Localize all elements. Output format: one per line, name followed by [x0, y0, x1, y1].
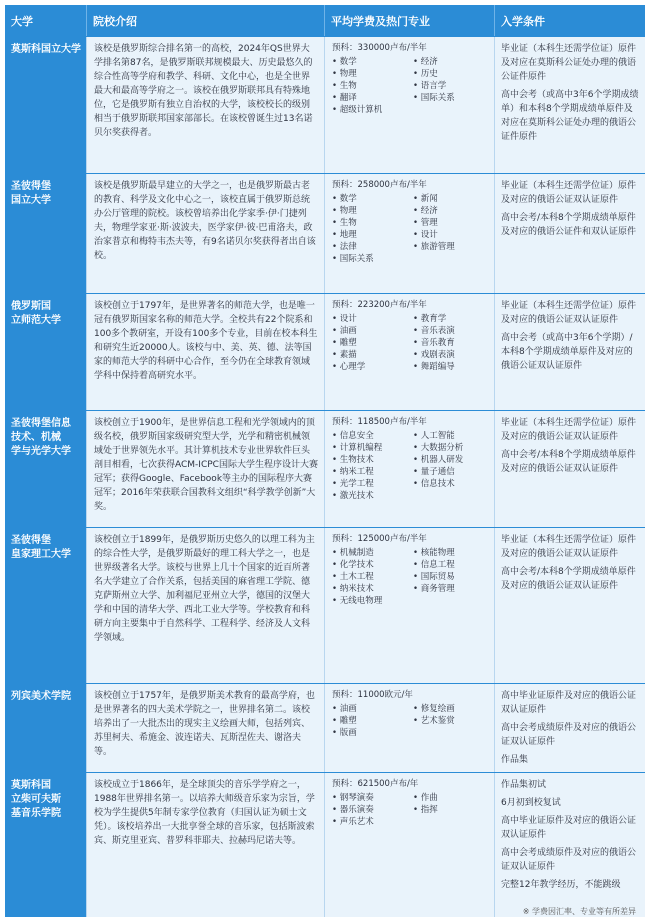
tuition-fee: 预科：621500卢布/年 [332, 779, 419, 789]
fee-majors-cell [325, 37, 495, 173]
university-name: 莫斯科国 立柴可夫斯 基音乐学院 [5, 773, 87, 917]
major-item: • 化学技术 [332, 560, 374, 570]
major-item: • 经济 [413, 57, 438, 67]
university-table [5, 5, 645, 917]
major-item: • 作曲 [413, 793, 438, 803]
majors-list [332, 313, 490, 373]
fee-majors-cell [325, 294, 495, 410]
major-item: • 人工智能 [413, 431, 455, 441]
fee-majors-cell [325, 411, 495, 527]
major-item: • 语言学 [413, 81, 447, 91]
major-item: • 物理 [332, 69, 357, 79]
major-item: • 版画 [332, 728, 357, 738]
major-item: • 艺术鉴赏 [413, 716, 455, 726]
requirement-item: 毕业证（本科生还需学位证）原件及对应的俄语公证双认证原件 [501, 181, 637, 205]
major-item: • 大数据分析 [413, 443, 464, 453]
major-item: • 机械制造 [332, 548, 374, 558]
major-item: • 机器人研发 [413, 455, 464, 465]
university-name: 圣彼得堡 国立大学 [5, 174, 87, 293]
major-item: • 超级计算机 [332, 105, 383, 115]
major-item: • 无线电物理 [332, 596, 383, 606]
major-item: • 雕塑 [332, 716, 357, 726]
major-item: • 数学 [332, 194, 357, 204]
table-row [5, 293, 645, 410]
major-item: • 国际关系 [332, 254, 374, 264]
requirement-item: 高中会考（或高中3年6个学期）/本科8个学期成绩单原件及对应的俄语公证双认证原件 [501, 333, 633, 371]
majors-list [332, 56, 490, 116]
requirements-cell [495, 294, 645, 410]
major-item: • 商务管理 [413, 584, 455, 594]
university-intro: 该校是俄罗斯最早建立的大学之一，也是俄罗斯最古老的教育、科学及文化中心之一，该校直属于俄罗斯总统办公厅管理的院校。该校曾培养出化学家季·伊·门捷列夫，物理学家亚·斯·波波夫，医学家伊·彼·巴甫洛夫，政治家普京和梅特韦杰夫等，有9名诺贝尔奖获得者出自该校。 [87, 174, 325, 293]
tuition-fee: 预科：125000卢布/半年 [332, 534, 427, 544]
majors-list [332, 430, 490, 502]
major-item: • 设计 [413, 230, 438, 240]
major-item: • 旅游管理 [413, 242, 455, 252]
major-item: • 修复绘画 [413, 704, 455, 714]
requirement-item: 高中会考/本科8个学期成绩单原件及对应的俄语公证双认证原件 [501, 450, 636, 474]
majors-list [332, 547, 490, 607]
major-item: • 音乐表演 [413, 326, 455, 336]
major-item: • 信息工程 [413, 560, 455, 570]
major-item: • 指挥 [413, 805, 438, 815]
requirement-item: 高中会考成绩原件及对应的俄语公证双认证原件 [501, 723, 637, 747]
tuition-fee: 预科：330000卢布/半年 [332, 43, 427, 53]
major-item: • 翻译 [332, 93, 357, 103]
footnote: ※ 学费因汇率、专业等有所差异 [522, 907, 636, 916]
major-item: • 国际关系 [413, 93, 455, 103]
header-university: 大学 [5, 5, 87, 36]
majors-list [332, 792, 490, 828]
table-header [5, 5, 645, 36]
major-item: • 历史 [413, 69, 438, 79]
requirement-item: 作品集初试 [501, 780, 547, 790]
major-item: • 戏剧表演 [413, 350, 455, 360]
major-item: • 土木工程 [332, 572, 374, 582]
majors-list [332, 193, 490, 265]
requirement-item: 6月初到校复试 [501, 798, 561, 808]
major-item: • 音乐教育 [413, 338, 455, 348]
requirement-item: 毕业证（本科生还需学位证）原件及对应的俄语公证双认证原件 [501, 535, 637, 559]
requirement-item: 高中会考（或高中3年6个学期成绩单）和本科8个学期成绩单原件及对应在莫斯科公证处办理的俄语公证件原件 [501, 90, 639, 142]
fee-majors-cell [325, 773, 495, 917]
tuition-fee: 预科：118500卢布/半年 [332, 417, 427, 427]
university-name: 列宾美术学院 [5, 684, 87, 772]
requirement-item: 高中会考/本科8个学期成绩单原件及对应的俄语公证件和双认证原件 [501, 213, 637, 237]
fee-majors-cell [325, 684, 495, 772]
major-item: • 素描 [332, 350, 357, 360]
header-fees: 平均学费及热门专业 [325, 5, 495, 36]
requirement-item: 高中毕业证原件及对应的俄语公证双认证原件 [501, 816, 637, 840]
requirements-cell [495, 174, 645, 293]
table-row [5, 527, 645, 683]
university-intro: 该校创立于1757年，是俄罗斯美术教育的最高学府，也是世界著名的四大美术学院之一，世界排名第二。该校培养出了一大批杰出的现实主义绘画大师，包括列宾、苏里柯夫、希施金、波连诺夫、瓦斯涅佐夫、谢洛夫等。 [87, 684, 325, 772]
major-item: • 心理学 [332, 362, 366, 372]
major-item: • 纳米工程 [332, 467, 374, 477]
tuition-fee: 预科：223200卢布/半年 [332, 300, 427, 310]
requirement-item: 高中会考成绩原件及对应的俄语公证双认证原件 [501, 848, 637, 872]
major-item: • 数学 [332, 57, 357, 67]
major-item: • 量子通信 [413, 467, 455, 477]
major-item: • 油画 [332, 326, 357, 336]
table-row [5, 772, 645, 917]
major-item: • 经济 [413, 206, 438, 216]
university-name: 莫斯科国立大学 [5, 37, 87, 173]
majors-list [332, 703, 490, 739]
university-intro: 该校创立于1797年，是世界著名的师范大学，也是唯一冠有俄罗斯国家名称的师范大学。全校共有22个院系和100多个教研室，开设有100多个专业，目前在校本科生和研究生近20000人。该校与中、美、英、德、法等国家的师范大学的科研中心合作，至今仍在全球教育领域学科中保持着高研究水平。 [87, 294, 325, 410]
university-intro: 该校成立于1866年，是全球顶尖的音乐学学府之一，1988年世界排名第一。以培养大师级音乐家为宗旨，学校为学生提供5年制专家学位教育（归国认证为硕士文凭）。该校培养出一大批享誉全球的音乐家，包括斯波索宾、斯克里亚宾、普罗科菲耶夫、拉赫玛尼诺夫等。 [87, 773, 325, 917]
major-item: • 地理 [332, 230, 357, 240]
requirements-cell [495, 684, 645, 772]
header-requirements: 入学条件 [501, 14, 545, 28]
major-item: • 教育学 [413, 314, 447, 324]
requirements-cell [495, 773, 645, 917]
requirement-item: 高中毕业证原件及对应的俄语公证双认证原件 [501, 691, 637, 715]
major-item: • 激光技术 [332, 491, 374, 501]
requirements-cell [495, 411, 645, 527]
major-item: • 物理 [332, 206, 357, 216]
requirement-item: 毕业证（本科生还需学位证）原件及对应在莫斯科公证处办理的俄语公证件原件 [501, 44, 637, 82]
requirements-cell [495, 528, 645, 683]
major-item: • 国际贸易 [413, 572, 455, 582]
table-body [5, 36, 645, 917]
major-item: • 器乐演奏 [332, 805, 374, 815]
requirement-item: 毕业证（本科生还需学位证）原件及对应的俄语公证双认证原件 [501, 301, 637, 325]
major-item: • 生物技术 [332, 455, 374, 465]
header-intro: 院校介绍 [87, 5, 325, 36]
university-intro: 该校创立于1899年，是俄罗斯历史悠久的以理工科为主的综合性大学，是俄罗斯最好的理工科大学之一，也是世界级著名大学。该校与世界上几十个国家的近百所著名大学建立了合作关系，包括美国的麻省理工学院、德克萨斯州立大学、加利福尼亚州立大学，德国的汉堡大学和中国的清华大学、西北工业大学等。学校教育和科研方向主要集中于自然科学、工程科学、经济及人文科学领域。 [87, 528, 325, 683]
fee-majors-cell [325, 174, 495, 293]
major-item: • 雕塑 [332, 338, 357, 348]
major-item: • 计算机编程 [332, 443, 383, 453]
major-item: • 生物 [332, 81, 357, 91]
major-item: • 光学工程 [332, 479, 374, 489]
university-name: 圣彼得堡信息 技术、机械 学与光学大学 [5, 411, 87, 527]
major-item: • 钢琴演奏 [332, 793, 374, 803]
major-item: • 核能物理 [413, 548, 455, 558]
major-item: • 生物 [332, 218, 357, 228]
university-intro: 该校是俄罗斯综合排名第一的高校，2024年QS世界大学排名第87名，是俄罗斯联邦规模最大、历史最悠久的综合性高等学府和教学、科研、文化中心，也是全世界最大和最高等学府之一。该校在俄罗斯联邦具有特殊地位，它是俄罗斯有独立自治权的大学，该校校长的级别相当于俄罗斯联邦国家部部长。在该校曾诞生过13名诺贝尔奖获得者。 [87, 37, 325, 173]
major-item: • 信息安全 [332, 431, 374, 441]
tuition-fee: 预科：11000欧元/年 [332, 690, 413, 700]
major-item: • 油画 [332, 704, 357, 714]
major-item: • 设计 [332, 314, 357, 324]
major-item: • 新闻 [413, 194, 438, 204]
major-item: • 声乐艺术 [332, 817, 374, 827]
major-item: • 纳米技术 [332, 584, 374, 594]
requirements-cell [495, 37, 645, 173]
table-row [5, 410, 645, 527]
major-item: • 信息技术 [413, 479, 455, 489]
requirement-item: 完整12年教学经历，不能跳级 [501, 880, 621, 890]
major-item: • 舞蹈编导 [413, 362, 455, 372]
requirement-item: 高中会考/本科8个学期成绩单原件及对应的俄语公证双认证原件 [501, 567, 636, 591]
requirement-item: 毕业证（本科生还需学位证）原件及对应的俄语公证双认证原件 [501, 418, 637, 442]
university-name: 俄罗斯国 立师范大学 [5, 294, 87, 410]
university-name: 圣彼得堡 皇家理工大学 [5, 528, 87, 683]
table-row [5, 36, 645, 173]
tuition-fee: 预科：258000卢布/半年 [332, 180, 427, 190]
major-item: • 管理 [413, 218, 438, 228]
requirement-item: 作品集 [501, 755, 529, 765]
university-intro: 该校创立于1900年，是世界信息工程和光学领域内的顶级名校，俄罗斯国家级研究型大学，光学和精密机械领域处于世界领先水平。其计算机技术专业世界软件巨头剖目相看，七次获得ACM-ICPC国际大学生程序设计大赛冠军；获得Google、Facebook等主办的国际程序大赛冠军；2016年荣获联合国教科文组织“科学教学创新”大奖。 [87, 411, 325, 527]
table-row [5, 683, 645, 772]
major-item: • 法律 [332, 242, 357, 252]
table-row [5, 173, 645, 293]
fee-majors-cell [325, 528, 495, 683]
